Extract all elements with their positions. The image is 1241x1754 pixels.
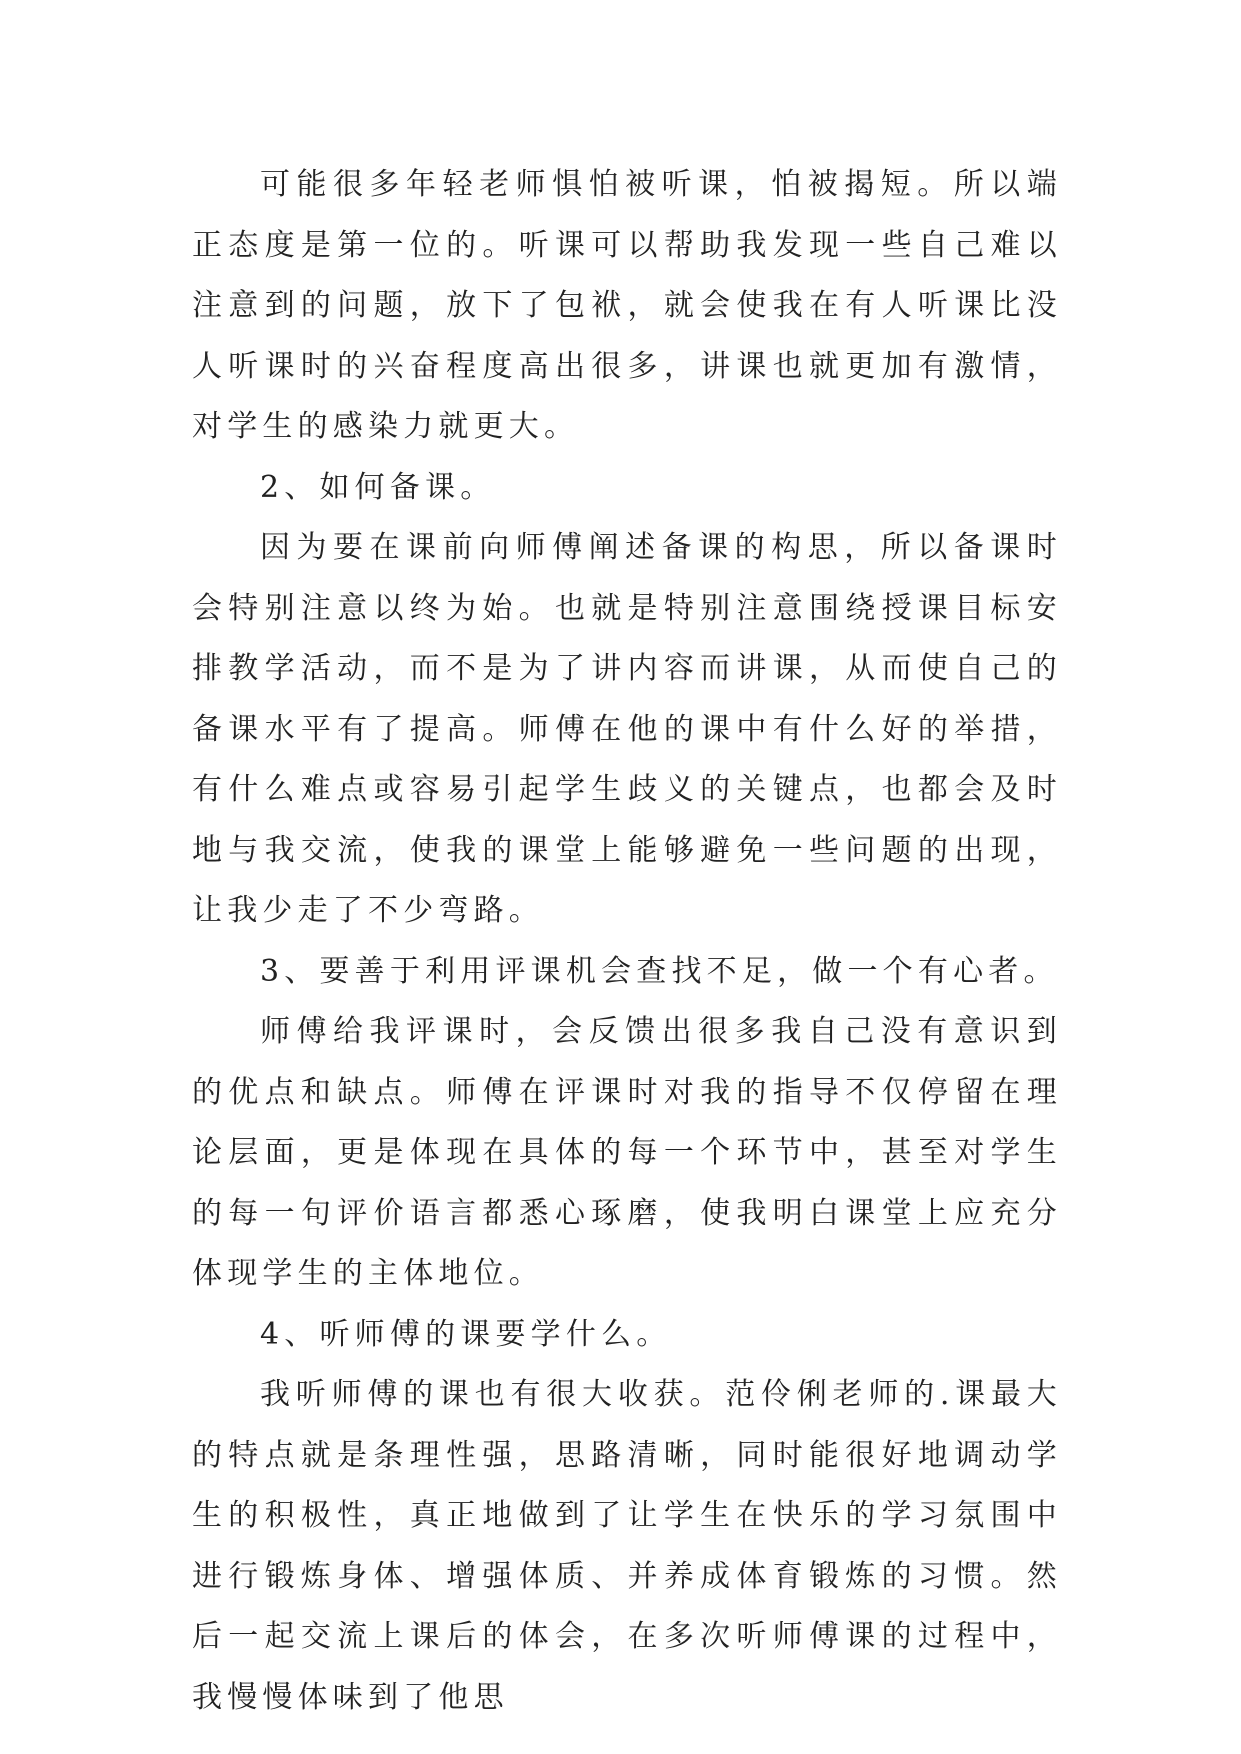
heading-observation: 4、听师傅的课要学什么。 bbox=[260, 1316, 672, 1352]
paragraph-attitude: 可能很多年轻老师惧怕被听课，怕被揭短。所以端正态度是第一位的。听课可以帮助我发现一些自己难以注意到的问题，放下了包袱，就会使我在有人听课比没人听课时的兴奋程度高出很多，讲课也就更加有激情，对学生的感染力就更大。 bbox=[192, 167, 1062, 444]
paragraph-evaluation: 师傅给我评课时，会反馈出很多我自己没有意识到的优点和缺点。师傅在评课时对我的指导不仅停留在理论层面，更是体现在具体的每一个环节中，甚至对学生的每一句评价语言都悉心琢磨，使我明白课堂上应充分体现学生的主体地位。 bbox=[192, 1014, 1062, 1291]
heading-lesson-prep: 2、如何备课。 bbox=[260, 469, 496, 505]
paragraph-observation: 我听师傅的课也有很大收获。范伶俐老师的.课最大的特点就是条理性强，思路清晰，同时能很好地调动学生的积极性，真正地做到了让学生在快乐的学习氛围中进行锻炼身体、增强体质、并养成体育锻炼的习惯。然后一起交流上课后的体会，在多次听师傅课的过程中，我慢慢体味到了他思 bbox=[192, 1377, 1062, 1715]
document-body bbox=[192, 155, 1062, 1728]
paragraph-lesson-prep: 因为要在课前向师傅阐述备课的构思，所以备课时会特别注意以终为始。也就是特别注意围绕授课目标安排教学活动，而不是为了讲内容而讲课，从而使自己的备课水平有了提高。师傅在他的课中有什么好的举措，有什么难点或容易引起学生歧义的关键点，也都会及时地与我交流，使我的课堂上能够避免一些问题的出现，让我少走了不少弯路。 bbox=[192, 530, 1062, 928]
heading-evaluation: 3、要善于利用评课机会查找不足，做一个有心者。 bbox=[260, 953, 1059, 989]
